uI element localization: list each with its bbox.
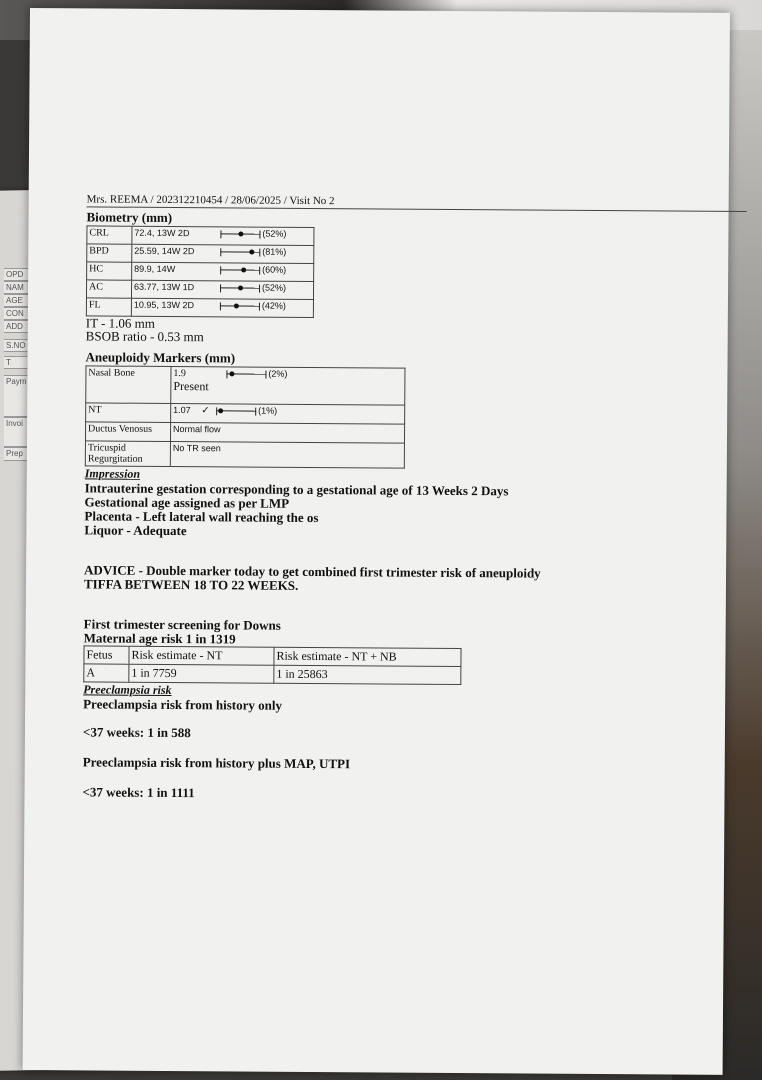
table-row bbox=[86, 403, 405, 424]
biometry-value-cell bbox=[132, 244, 314, 263]
preeclampsia-history-label: Preeclampsia risk from history only bbox=[83, 696, 283, 713]
aneuploidy-title: Aneuploidy Markers (mm) bbox=[85, 349, 236, 366]
biometry-value: 72.4, 13W 2D bbox=[134, 227, 190, 239]
table-row bbox=[87, 226, 314, 246]
percentile-dot bbox=[238, 285, 243, 290]
biometry-percentile: (52%) bbox=[262, 282, 287, 293]
table-row bbox=[86, 298, 313, 318]
nt-percentile-bar bbox=[216, 407, 256, 415]
percentile-bar bbox=[220, 248, 260, 256]
tricuspid-label-line2: Regurgitation bbox=[87, 453, 143, 465]
screening-title: First trimester screening for Downs bbox=[83, 616, 281, 633]
impression-line: Gestational age assigned as per LMP bbox=[84, 494, 290, 511]
report-paper bbox=[23, 8, 730, 1075]
impression-line: Placenta - Left lateral wall reaching the os bbox=[84, 508, 319, 526]
biometry-param: HC bbox=[87, 262, 132, 280]
percentile-dot bbox=[241, 267, 246, 272]
form-label: T bbox=[4, 356, 38, 369]
biometry-value: 63.77, 13W 1D bbox=[134, 281, 195, 293]
biometry-param: FL bbox=[86, 298, 131, 316]
preeclampsia-map-value: <37 weeks: 1 in 1111 bbox=[82, 784, 195, 801]
table-row bbox=[87, 244, 314, 264]
maternal-risk: Maternal age risk 1 in 1319 bbox=[83, 630, 236, 647]
preeclampsia-history-value: <37 weeks: 1 in 588 bbox=[82, 724, 191, 741]
impression-title: Impression bbox=[84, 466, 141, 481]
risk-header: Fetus bbox=[84, 646, 129, 664]
tricuspid-label bbox=[85, 441, 170, 467]
biometry-param: BPD bbox=[87, 244, 132, 262]
aneuploidy-table bbox=[85, 365, 406, 468]
percentile-bar bbox=[220, 302, 260, 310]
risk-cell: 1 in 25863 bbox=[274, 665, 461, 684]
biometry-value-cell bbox=[132, 262, 314, 281]
ductus-value: Normal flow bbox=[170, 422, 404, 443]
biometry-percentile: (60%) bbox=[262, 264, 287, 275]
biometry-percentile: (42%) bbox=[261, 300, 286, 311]
percentile-dot bbox=[249, 249, 254, 254]
percentile-bar bbox=[220, 230, 260, 238]
nasal-bone-status: Present bbox=[173, 379, 209, 394]
nasal-bone-percentile-bar bbox=[226, 370, 266, 378]
nt-tick: ✓ bbox=[201, 405, 210, 417]
patient-header: Mrs. REEMA / 202312210454 / 28/06/2025 / Visit No 2 bbox=[87, 193, 747, 212]
biometry-percentile: (52%) bbox=[262, 228, 287, 239]
percentile-bar bbox=[220, 284, 260, 292]
table-row bbox=[85, 422, 404, 443]
biometry-percentile: (81%) bbox=[262, 246, 287, 257]
percentile-dot bbox=[238, 231, 243, 236]
tricuspid-label-line1: Tricuspid bbox=[87, 442, 126, 454]
advice-line: TIFFA BETWEEN 18 TO 22 WEEKS. bbox=[83, 576, 299, 593]
biometry-value: 10.95, 13W 2D bbox=[133, 299, 195, 311]
biometry-param: CRL bbox=[87, 226, 132, 244]
nasal-bone-cell bbox=[171, 366, 405, 405]
risk-table bbox=[83, 645, 461, 685]
biometry-value-cell bbox=[132, 226, 314, 245]
form-label: CON bbox=[4, 307, 38, 320]
impression-line: Liquor - Adequate bbox=[84, 522, 187, 539]
form-label: S.NO bbox=[4, 339, 38, 352]
percentile-dot bbox=[234, 303, 239, 308]
percentile-bar bbox=[220, 266, 260, 274]
biometry-value: 89.9, 14W bbox=[134, 263, 176, 275]
biometry-value: 25.59, 14W 2D bbox=[134, 245, 195, 257]
risk-header: Risk estimate - NT + NB bbox=[274, 647, 461, 666]
nasal-bone-label: Nasal Bone bbox=[86, 366, 171, 404]
biometry-value-cell bbox=[131, 280, 313, 299]
risk-cell: A bbox=[84, 664, 129, 682]
it-line: IT - 1.06 mm bbox=[85, 315, 155, 331]
form-label: OPD bbox=[4, 268, 38, 281]
form-label: NAM bbox=[4, 281, 38, 294]
nasal-bone-percentile: (2%) bbox=[268, 368, 288, 379]
preeclampsia-title: Preeclampsia risk bbox=[83, 682, 172, 698]
nt-value: 1.07 bbox=[173, 405, 191, 416]
nasal-bone-value: 1.9 bbox=[173, 368, 186, 380]
biometry-param: AC bbox=[86, 280, 131, 298]
bsob-line: BSOB ratio - 0.53 mm bbox=[85, 328, 204, 345]
nt-label: NT bbox=[86, 403, 171, 423]
table-row bbox=[87, 262, 314, 282]
table-row bbox=[86, 366, 405, 405]
report-content bbox=[82, 193, 746, 804]
form-label: AGE bbox=[4, 294, 38, 307]
table-row bbox=[84, 664, 461, 685]
table-row bbox=[85, 441, 404, 468]
risk-header: Risk estimate - NT bbox=[129, 646, 274, 665]
preeclampsia-map-label: Preeclampsia risk from history plus MAP, UTPI bbox=[82, 754, 351, 772]
advice-line: ADVICE - Double marker today to get combined first trimester risk of aneuploidy bbox=[84, 562, 541, 581]
tricuspid-value: No TR seen bbox=[170, 441, 404, 468]
table-row bbox=[86, 280, 313, 300]
biometry-table bbox=[86, 225, 315, 318]
form-label: Prep bbox=[4, 447, 38, 461]
biometry-value-cell bbox=[131, 298, 313, 317]
form-label: Invoi bbox=[4, 417, 38, 447]
nt-cell bbox=[171, 403, 405, 424]
form-label: Paym bbox=[4, 375, 38, 417]
ductus-label: Ductus Venosus bbox=[85, 422, 170, 442]
nt-percentile: (1%) bbox=[258, 405, 278, 416]
impression-line: Intrauterine gestation corresponding to a gestational age of 13 Weeks 2 Days bbox=[84, 480, 509, 499]
form-label: ADD bbox=[4, 320, 38, 333]
risk-cell: 1 in 7759 bbox=[129, 664, 274, 683]
biometry-title: Biometry (mm) bbox=[86, 209, 173, 225]
